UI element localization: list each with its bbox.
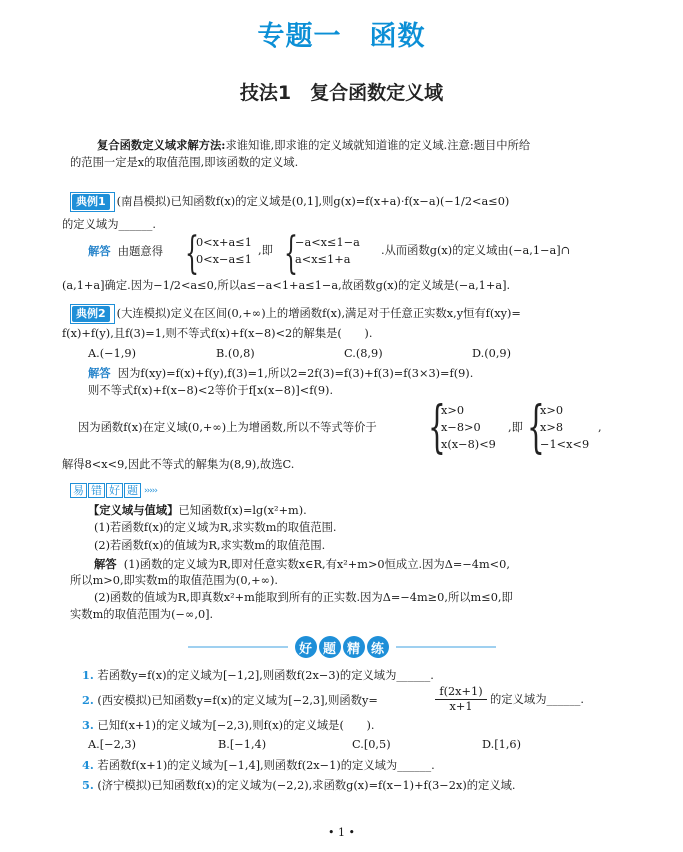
example-1-question <box>70 192 509 212</box>
option-b: B.(0,8) <box>216 347 255 360</box>
example-1-a2: (a,1+a]确定.因为−1/2<a≤0,所以a≤−a<1+a≤1−a,故函数g(x)的定义域是(−a,1+a]. <box>62 279 511 292</box>
practice-item-3 <box>82 718 374 733</box>
answer-label: 解答 <box>94 557 117 571</box>
fraction-denominator: x+1 <box>449 700 473 713</box>
option-a: A.[−2,3) <box>88 738 136 751</box>
example-1-q2: 的定义域为______. <box>62 218 156 231</box>
page-title: 专题一 函数 <box>257 21 426 52</box>
example-1-sys2-a: −a<x≤1−a <box>295 236 360 249</box>
example-2-a3-mid: ,即 <box>508 421 523 434</box>
example-3-q: 已知函数f(x)=lg(x²+m). <box>178 504 307 517</box>
item-text-pre: (西安模拟)已知函数y=f(x)的定义域为[−2,3],则函数y= <box>97 694 378 707</box>
example-2-sys2-a: x>0 <box>540 404 564 417</box>
banner-char: 题 <box>124 483 141 498</box>
example-1-a-post: .从而函数g(x)的定义域由(−a,1−a]∩ <box>381 244 571 257</box>
example-1-sys1-b: 0<x−a≤1 <box>196 253 252 266</box>
example-3-a4: 实数m的取值范围为(−∞,0]. <box>70 608 214 621</box>
example-3-a1 <box>94 557 510 572</box>
example-3-head: 【定义域与值域】 <box>88 503 179 517</box>
example-1-sys1-a: 0<x+a≤1 <box>196 236 252 249</box>
item-text: 已知f(x+1)的定义域为[−2,3),则f(x)的定义域是( ). <box>97 719 375 732</box>
example-2-a1 <box>88 366 473 381</box>
option-c: C.[0,5) <box>352 738 391 751</box>
method-text-1: 求谁知谁,即求谁的定义域就知道谁的定义域.注意:题目中所给 <box>225 139 531 152</box>
practice-item-4 <box>82 758 435 773</box>
answer-label: 解答 <box>88 366 111 380</box>
method-label: 复合函数定义域求解方法: <box>97 138 226 152</box>
example-1-q1: (南昌模拟)已知函数f(x)的定义域是(0,1],则g(x)=f(x+a)·f(x−a)(−1/2<a≤0) <box>116 195 510 208</box>
item-text: (济宁模拟)已知函数f(x)的定义域为(−2,2),求函数g(x)=f(x−1)+f(3−2x)的定义域. <box>97 779 516 792</box>
example-1-a-mid: ,即 <box>258 244 273 257</box>
error-prone-banner <box>70 483 157 498</box>
practice-item-2 <box>82 693 378 708</box>
item-text: 若函数y=f(x)的定义域为[−1,2],则函数f(2x−3)的定义域为______. <box>97 669 434 682</box>
banner-char: 好 <box>295 636 317 658</box>
example-2-q2: f(x)+f(y),且f(3)=1,则不等式f(x)+f(x−8)<2的解集是( ). <box>62 327 373 340</box>
option-d: D.(0,9) <box>472 347 512 360</box>
example-2-sys1-c: x(x−8)<9 <box>441 438 496 451</box>
practice-item-5 <box>82 778 516 793</box>
practice-item-1 <box>82 668 434 683</box>
fraction-numerator: f(2x+1) <box>435 685 487 700</box>
banner-char: 错 <box>88 483 105 498</box>
left-brace-icon: { <box>185 228 199 279</box>
example-1-answer-line <box>88 244 163 259</box>
example-3-a1-text: (1)函数的定义域为R,即对任意实数x∈R,有x²+m>0恒成立.因为Δ=−4m<0, <box>123 558 510 571</box>
banner-char: 精 <box>343 636 365 658</box>
banner-char: 练 <box>367 636 389 658</box>
example-1-sys2-b: a<x≤1+a <box>295 253 351 266</box>
chevrons-icon: ››››› <box>144 485 157 496</box>
example-3-p2: (2)若函数f(x)的值域为R,求实数m的取值范围. <box>94 539 326 552</box>
option-d: D.[1,6) <box>482 738 522 751</box>
section-title: 技法1 复合函数定义域 <box>239 82 444 104</box>
item-number: 5. <box>82 778 94 792</box>
item-number: 4. <box>82 758 94 772</box>
left-brace-icon: { <box>527 395 545 460</box>
example-3-a3: (2)函数的值域为R,即真数x²+m能取到所有的正实数.因为Δ=−4m≥0,所以m≤0,即 <box>94 591 513 604</box>
example-2-sys1-b: x−8>0 <box>441 421 481 434</box>
example-1-tag-frame <box>70 192 115 212</box>
example-2-tag: 典例2 <box>72 306 110 322</box>
banner-char: 好 <box>106 483 123 498</box>
fraction <box>435 685 487 714</box>
practice-banner <box>0 636 683 658</box>
example-2-sys2-c: −1<x<9 <box>540 438 590 451</box>
example-2-a3-pre: 因为函数f(x)在定义域(0,+∞)上为增函数,所以不等式等价于 <box>78 421 377 434</box>
item-number: 3. <box>82 718 94 732</box>
banner-char: 题 <box>319 636 341 658</box>
example-2-a2: 则不等式f(x)+f(x−8)<2等价于f[x(x−8)]<f(9). <box>88 384 334 397</box>
option-a: A.(−1,9) <box>88 347 136 360</box>
item-text-post: 的定义域为______. <box>490 693 584 706</box>
example-2-q1: (大连模拟)定义在区间(0,+∞)上的增函数f(x),满足对于任意正实数x,y恒有f(xy)= <box>116 307 521 320</box>
example-2-tag-frame <box>70 304 115 324</box>
example-2-a3-post: , <box>598 421 602 434</box>
item-text: 若函数f(x+1)的定义域为[−1,4],则函数f(2x−1)的定义域为______. <box>97 759 435 772</box>
option-c: C.(8,9) <box>344 347 383 360</box>
example-1-tag: 典例1 <box>72 194 110 210</box>
example-3-question <box>88 503 307 518</box>
item-number: 2. <box>82 693 94 707</box>
banner-rule <box>396 646 496 648</box>
example-1-a-pre: 由题意得 <box>117 245 163 258</box>
example-3-a2: 所以m>0,即实数m的取值范围为(0,+∞). <box>70 574 278 587</box>
left-brace-icon: { <box>284 228 298 279</box>
page-number: • 1 • <box>328 826 355 839</box>
example-2-a4: 解得8<x<9,因此不等式的解集为(8,9),故选C. <box>62 458 295 471</box>
example-2-sys1-a: x>0 <box>441 404 465 417</box>
method-line-2: 的范围一定是x的取值范围,即该函数的定义域. <box>70 156 299 169</box>
banner-char: 易 <box>70 483 87 498</box>
example-2-a1-text: 因为f(xy)=f(x)+f(y),f(3)=1,所以2=2f(3)=f(3)+f(3)=f(3×3)=f(9). <box>117 367 474 380</box>
example-2-sys2-b: x>8 <box>540 421 564 434</box>
example-3-p1: (1)若函数f(x)的定义域为R,求实数m的取值范围. <box>94 521 337 534</box>
left-brace-icon: { <box>428 395 446 460</box>
item-number: 1. <box>82 668 94 682</box>
banner-rule <box>188 646 288 648</box>
answer-label: 解答 <box>88 244 111 258</box>
method-line-1 <box>97 138 530 153</box>
option-b: B.[−1,4) <box>218 738 267 751</box>
example-2-question <box>70 304 521 324</box>
